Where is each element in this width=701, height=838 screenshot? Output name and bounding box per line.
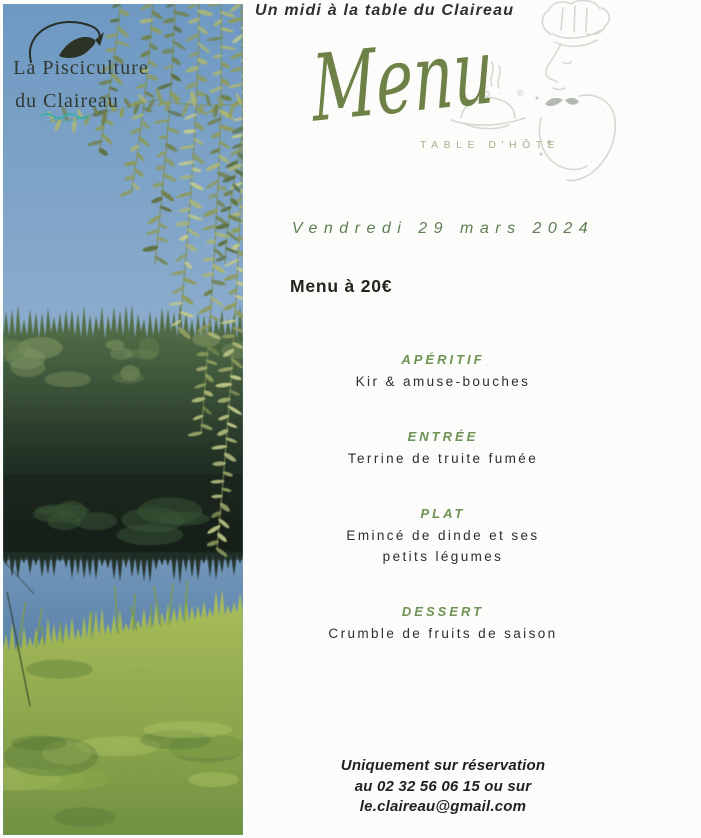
menu-date: Vendredi 29 mars 2024	[291, 220, 595, 237]
fish-icon	[59, 32, 104, 58]
logo-line2: du Claireau	[15, 90, 119, 112]
course-title: ENTRÉE	[407, 429, 479, 444]
registered-mark: ®	[517, 88, 524, 98]
brand-script: Menu	[309, 17, 496, 143]
course-title: PLAT	[420, 506, 466, 521]
course-item: Kir & amuse-bouches	[355, 374, 531, 389]
course-item: Emincé de dinde et ses	[346, 528, 540, 543]
brand-subtitle: TABLE D'HÔTE	[420, 139, 561, 151]
reservation-phone: au 02 32 56 06 15 ou sur	[354, 777, 532, 795]
page-title: Un midi à la table du Claireau	[255, 2, 515, 19]
course-entree	[250, 429, 636, 469]
logo-wave-underline	[41, 114, 89, 118]
logo-art	[3, 14, 163, 146]
course-title: DESSERT	[401, 604, 485, 619]
logo-line1: La Pisciculture	[13, 57, 149, 79]
pisciculture-logo	[3, 14, 163, 146]
course-plat	[250, 506, 636, 567]
reservation-email: le.claireau@gmail.com	[359, 798, 527, 815]
menu-price: Menu à 20€	[290, 276, 393, 296]
menu-content	[250, 0, 636, 838]
course-item: Terrine de truite fumée	[347, 451, 539, 466]
course-item: petits légumes	[382, 549, 504, 564]
forest-treeline	[3, 302, 243, 574]
course-dessert	[250, 604, 636, 644]
course-item: Crumble de fruits de saison	[328, 626, 558, 641]
course-title: APÉRITIF	[401, 352, 485, 367]
course-aperitif	[250, 352, 636, 392]
course-list	[250, 352, 636, 681]
logo-wave-underline-2	[51, 119, 87, 122]
reservation-line: Uniquement sur réservation	[340, 757, 546, 774]
lake-photo	[3, 4, 243, 835]
reservation-note	[250, 756, 636, 818]
